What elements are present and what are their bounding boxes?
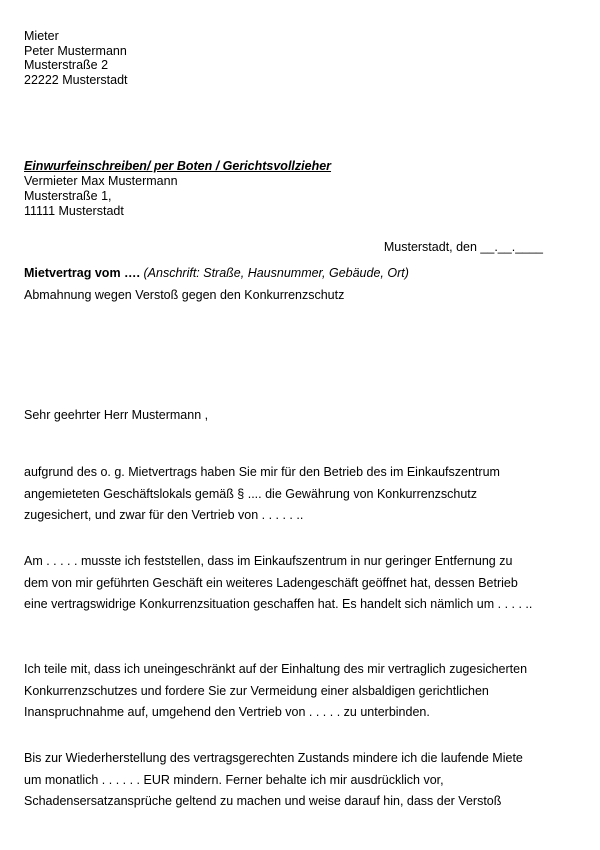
subject-line-2: Abmahnung wegen Verstoß gegen den Konkurrenzschutz bbox=[24, 288, 345, 302]
paragraph-line: Bis zur Wiederherstellung des vertragsgerechten Zustands mindere ich die laufende Miete bbox=[24, 751, 523, 765]
contract-label: Mietvertrag vom …. bbox=[24, 266, 141, 280]
paragraph-line: dem von mir geführten Geschäft ein weiteres Ladengeschäft geöffnet hat, dessen Betrieb bbox=[24, 575, 518, 590]
recipient-line: 11111 Musterstadt bbox=[24, 204, 124, 218]
paragraph-line: zugesichert, und zwar für den Vertrieb von . . . . . .. bbox=[24, 508, 304, 522]
paragraph-line: Schadensersatzansprüche geltend zu machen und weise darauf hin, dass der Verstoß bbox=[24, 794, 502, 808]
delivery-method: Einwurfeinschreiben/ per Boten / Gerichtsvollzieher bbox=[24, 159, 332, 173]
paragraph-line: Ich teile mit, dass ich uneingeschränkt auf der Einhaltung des mir vertraglich zugesicherten bbox=[24, 662, 528, 676]
paragraph-line: um monatlich . . . . . . EUR mindern. Ferner behalte ich mir ausdrücklich vor, bbox=[24, 772, 444, 787]
sender-address bbox=[24, 29, 128, 87]
paragraph-line: Inanspruchnahme auf, umgehend den Vertrieb von . . . . . zu unterbinden. bbox=[24, 705, 430, 719]
body-paragraph bbox=[24, 551, 532, 616]
body-paragraph bbox=[24, 659, 527, 724]
paragraph-line: Konkurrenzschutzes und fordere Sie zur Vermeidung einer alsbaldigen gerichtlichen bbox=[24, 683, 489, 698]
recipient-line: Vermieter Max Mustermann bbox=[24, 174, 178, 188]
sender-line: 22222 Musterstadt bbox=[24, 72, 128, 87]
body-paragraph bbox=[24, 462, 500, 527]
sender-line: Mieter bbox=[24, 29, 59, 43]
subject bbox=[24, 262, 409, 306]
paragraph-line: Am . . . . . musste ich feststellen, dass im Einkaufszentrum in nur geringer Entfernung zu bbox=[24, 554, 513, 568]
paragraph-line: eine vertragswidrige Konkurrenzsituation geschaffen hat. Es handelt sich nämlich um . . . . .. bbox=[24, 597, 533, 611]
date-line: Musterstadt, den __.__.____ bbox=[383, 240, 543, 254]
recipient-address bbox=[24, 159, 331, 219]
contract-hint: (Anschrift: Straße, Hausnummer, Gebäude, Ort) bbox=[143, 266, 409, 280]
salutation: Sehr geehrter Herr Mustermann , bbox=[24, 408, 209, 422]
paragraph-line: angemieteten Geschäftslokals gemäß § .... die Gewährung von Konkurrenzschutz bbox=[24, 486, 478, 501]
body-paragraph bbox=[24, 748, 523, 813]
sender-line: Peter Mustermann bbox=[24, 43, 127, 58]
recipient-line: Musterstraße 1, bbox=[24, 189, 112, 203]
paragraph-line: aufgrund des o. g. Mietvertrags haben Sie mir für den Betrieb des im Einkaufszentrum bbox=[24, 465, 500, 479]
sender-line: Musterstraße 2 bbox=[24, 58, 109, 73]
subject-line-1 bbox=[24, 262, 409, 284]
